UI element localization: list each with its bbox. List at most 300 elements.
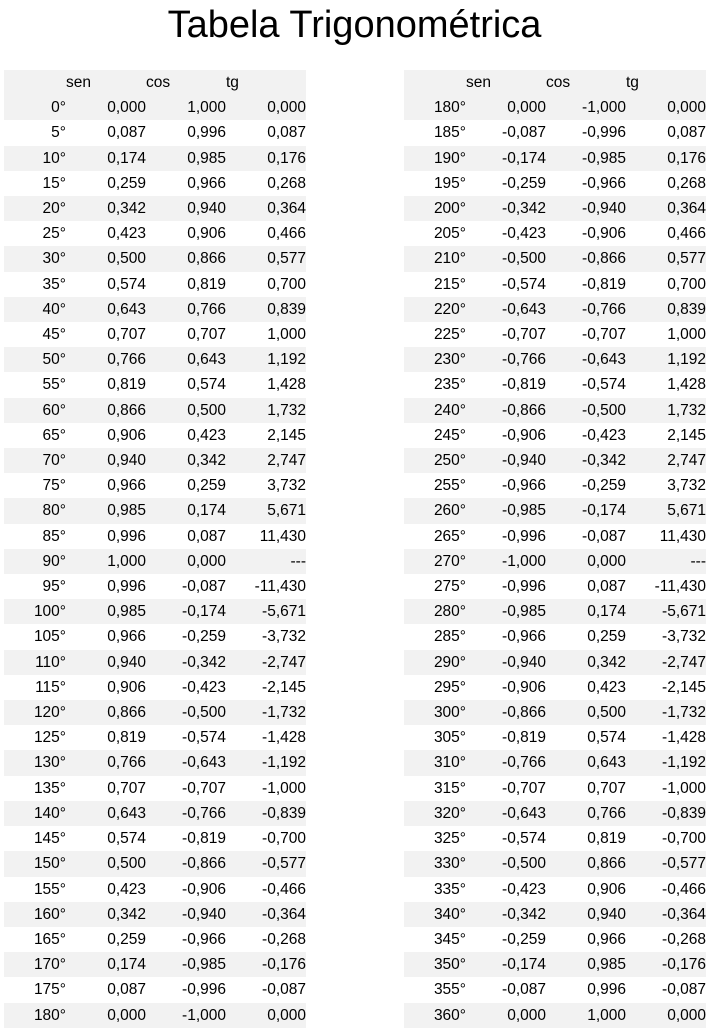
sen-cell: -0,996 [502,578,546,596]
sen-cell: 0,423 [107,880,146,898]
table-row [404,902,706,927]
table-row [4,675,306,700]
sen-cell: -0,423 [502,225,546,243]
sen-cell: 0,766 [107,351,146,369]
header-cos: cos [546,74,571,91]
angle-cell: 290° [433,653,466,671]
cos-cell: 0,966 [187,174,226,192]
cos-cell: -1,000 [582,99,626,117]
sen-cell: 0,996 [107,527,146,545]
header-tg: tg [226,74,239,91]
tg-cell: 0,268 [667,174,706,192]
angle-cell: 235° [433,376,466,394]
sen-cell: -0,866 [502,401,546,419]
sen-cell: 0,342 [107,200,146,218]
tg-cell: -0,466 [662,880,706,898]
sen-cell: -0,087 [502,124,546,142]
cos-cell: -0,342 [582,452,626,470]
cos-cell: -0,966 [582,174,626,192]
angle-cell: 330° [433,855,466,873]
table-row [4,700,306,725]
sen-cell: 0,707 [107,326,146,344]
tg-cell: 0,000 [267,99,306,117]
tg-cell: --- [290,552,306,570]
sen-cell: -0,500 [502,250,546,268]
angle-cell: 40° [42,300,66,318]
sen-cell: 0,966 [107,628,146,646]
cos-cell: 0,500 [187,401,226,419]
cos-cell: -0,906 [182,880,226,898]
angle-cell: 130° [33,754,66,772]
cos-cell: -0,174 [582,502,626,520]
cos-cell: 0,866 [187,250,226,268]
table-row [404,851,706,876]
angle-cell: 115° [35,678,66,696]
tg-cell: -0,466 [262,880,306,898]
table-row [404,347,706,372]
tg-cell: 3,732 [667,477,706,495]
angle-cell: 230° [433,351,466,369]
tg-cell: 0,000 [667,99,706,117]
tg-cell: -0,087 [262,981,306,999]
angle-cell: 90° [42,552,66,570]
cos-cell: -0,940 [182,905,226,923]
angle-cell: 360° [433,1006,466,1024]
angle-cell: 320° [433,804,466,822]
table-row [404,146,706,171]
sen-cell: -0,766 [502,351,546,369]
sen-cell: -0,866 [502,704,546,722]
angle-cell: 80° [42,502,66,520]
angle-cell: 265° [433,527,466,545]
sen-cell: 0,643 [107,804,146,822]
tg-cell: -11,430 [254,578,306,596]
cos-cell: 0,000 [187,552,226,570]
sen-cell: 0,259 [107,930,146,948]
tg-cell: -0,700 [262,830,306,848]
cos-cell: 0,940 [187,200,226,218]
angle-cell: 135° [33,779,66,797]
angle-cell: 260° [433,502,466,520]
cos-cell: -1,000 [182,1006,226,1024]
cos-cell: -0,985 [182,956,226,974]
angle-cell: 5° [51,124,66,142]
tg-cell: -0,577 [662,855,706,873]
angle-cell: 10° [42,149,66,167]
table-row [404,977,706,1002]
angle-cell: 255° [433,477,466,495]
table-row [4,549,306,574]
cos-cell: -0,819 [182,830,226,848]
sen-cell: 0,259 [107,174,146,192]
tg-cell: -0,577 [262,855,306,873]
tg-cell: 0,839 [667,300,706,318]
tg-cell: 11,430 [659,527,706,545]
tg-cell: 0,364 [667,200,706,218]
tg-cell: 0,700 [267,275,306,293]
tg-cell: 5,671 [267,502,306,520]
cos-cell: 0,000 [587,552,626,570]
angle-cell: 55° [42,376,66,394]
table-row [404,650,706,675]
table-row [4,927,306,952]
angle-cell: 325° [433,830,466,848]
tg-cell: 1,428 [667,376,706,394]
cos-cell: 0,342 [187,452,226,470]
angle-cell: 355° [433,981,466,999]
table-row [4,725,306,750]
tg-cell: -0,176 [262,956,306,974]
angle-cell: 225° [433,326,466,344]
cos-cell: 0,423 [187,426,226,444]
sen-cell: 0,000 [107,1006,146,1024]
tg-cell: 0,577 [667,250,706,268]
cos-cell: 0,866 [587,855,626,873]
cos-cell: -0,766 [182,804,226,822]
cos-cell: 0,819 [187,275,226,293]
header-tg: tg [626,74,639,91]
table-row [404,700,706,725]
table-row [404,398,706,423]
cos-cell: 1,000 [187,99,226,117]
sen-cell: -0,259 [502,930,546,948]
table-row [404,952,706,977]
cos-cell: 0,500 [587,704,626,722]
table-row [4,347,306,372]
cos-cell: -0,966 [182,930,226,948]
cos-cell: -0,906 [582,225,626,243]
table-row [4,776,306,801]
angle-cell: 250° [433,452,466,470]
angle-cell: 270° [433,552,466,570]
cos-cell: 0,966 [587,930,626,948]
angle-cell: 100° [33,603,66,621]
sen-cell: -0,906 [502,426,546,444]
cos-cell: -0,423 [582,426,626,444]
angle-cell: 305° [433,729,466,747]
trig-table-0-180 [4,70,306,1028]
sen-cell: -0,259 [502,174,546,192]
cos-cell: -0,643 [582,351,626,369]
cos-cell: -0,259 [182,628,226,646]
angle-cell: 240° [433,401,466,419]
cos-cell: 0,906 [187,225,226,243]
sen-cell: 0,643 [107,300,146,318]
sen-cell: 0,574 [107,275,146,293]
table-row [4,902,306,927]
table-row [404,725,706,750]
cos-cell: 0,819 [587,830,626,848]
tg-cell: -1,000 [262,779,306,797]
table-row [404,448,706,473]
sen-cell: 0,174 [107,149,146,167]
angle-cell: 285° [433,628,466,646]
sen-cell: -0,966 [502,628,546,646]
table-row [4,221,306,246]
tg-cell: 2,145 [267,426,306,444]
sen-cell: 0,707 [107,779,146,797]
sen-cell: -0,766 [502,754,546,772]
sen-cell: 0,174 [107,956,146,974]
tg-cell: 2,747 [667,452,706,470]
sen-cell: -0,819 [502,729,546,747]
sen-cell: -1,000 [502,552,546,570]
table-row [4,448,306,473]
cos-cell: 0,985 [187,149,226,167]
sen-cell: -0,342 [502,905,546,923]
sen-cell: 0,819 [107,729,146,747]
table-row [404,599,706,624]
sen-cell: 0,940 [107,452,146,470]
cos-cell: 0,574 [187,376,226,394]
angle-cell: 150° [33,855,66,873]
table-row [4,423,306,448]
angle-cell: 185° [433,124,466,142]
cos-cell: -0,174 [182,603,226,621]
header-angle [404,70,466,95]
table-row [4,574,306,599]
tg-cell: -2,747 [262,653,306,671]
tg-cell: --- [690,552,706,570]
table-row [404,221,706,246]
tg-cell: -1,192 [662,754,706,772]
angle-cell: 25° [42,225,66,243]
table-row [404,171,706,196]
table-header-row [4,70,306,95]
sen-cell: 0,866 [107,704,146,722]
table-row [404,372,706,397]
angle-cell: 190° [433,149,466,167]
tg-cell: 0,839 [267,300,306,318]
angle-cell: 275° [433,578,466,596]
sen-cell: 0,500 [107,855,146,873]
table-row [4,398,306,423]
table-row [404,574,706,599]
table-row [404,120,706,145]
header-sen: sen [466,74,491,91]
sen-cell: -0,643 [502,300,546,318]
tg-cell: -0,087 [662,981,706,999]
tg-cell: 0,087 [667,124,706,142]
sen-cell: 0,000 [507,99,546,117]
sen-cell: 0,766 [107,754,146,772]
angle-cell: 310° [433,754,466,772]
sen-cell: -0,574 [502,830,546,848]
cos-cell: -0,574 [182,729,226,747]
tg-cell: 0,466 [667,225,706,243]
header-cos: cos [146,74,171,91]
header-angle [4,70,66,95]
tg-cell: -0,839 [662,804,706,822]
cos-cell: 0,087 [187,527,226,545]
table-row [404,95,706,120]
sen-cell: 0,985 [107,603,146,621]
cos-cell: -0,500 [182,704,226,722]
table-row [4,146,306,171]
tg-cell: 0,176 [667,149,706,167]
sen-cell: -0,996 [502,527,546,545]
tg-cell: -1,000 [662,779,706,797]
tg-cell: -1,428 [662,729,706,747]
angle-cell: 45° [42,326,66,344]
cos-cell: 0,087 [587,578,626,596]
cos-cell: -0,940 [582,200,626,218]
table-row [404,776,706,801]
cos-cell: -0,707 [182,779,226,797]
sen-cell: -0,819 [502,376,546,394]
table-row [4,977,306,1002]
angle-cell: 200° [433,200,466,218]
table-row [4,372,306,397]
sen-cell: -0,940 [502,452,546,470]
sen-cell: 0,500 [107,250,146,268]
angle-cell: 245° [433,426,466,444]
angle-cell: 110° [35,653,66,671]
table-row [4,120,306,145]
table-row [4,322,306,347]
tg-cell: -3,732 [262,628,306,646]
table-row [4,171,306,196]
cos-cell: -0,866 [182,855,226,873]
table-row [4,599,306,624]
sen-cell: 0,819 [107,376,146,394]
angle-cell: 0° [51,99,66,117]
sen-cell: -0,174 [502,956,546,974]
cos-cell: 0,174 [587,603,626,621]
tg-cell: -0,700 [662,830,706,848]
table-row [404,750,706,775]
tg-cell: -1,428 [262,729,306,747]
tg-cell: 1,732 [267,401,306,419]
sen-cell: 0,996 [107,578,146,596]
cos-cell: 0,940 [587,905,626,923]
tg-cell: 1,192 [267,351,306,369]
sen-cell: 0,906 [107,678,146,696]
table-row [404,498,706,523]
table-row [4,1003,306,1028]
sen-cell: 0,940 [107,653,146,671]
table-body [4,95,306,1028]
tg-cell: 2,145 [667,426,706,444]
table-row [404,877,706,902]
angle-cell: 340° [433,905,466,923]
cos-cell: 0,259 [187,477,226,495]
table-row [4,826,306,851]
cos-cell: 0,766 [187,300,226,318]
angle-cell: 105° [33,628,66,646]
sen-cell: 0,866 [107,401,146,419]
table-row [404,473,706,498]
tg-cell: -11,430 [654,578,706,596]
sen-cell: -0,643 [502,804,546,822]
cos-cell: 0,985 [587,956,626,974]
cos-cell: -0,500 [582,401,626,419]
sen-cell: 0,000 [507,1006,546,1024]
table-row [404,624,706,649]
tg-cell: 0,700 [667,275,706,293]
angle-cell: 180° [33,1006,66,1024]
cos-cell: 0,174 [187,502,226,520]
angle-cell: 125° [33,729,66,747]
table-row [404,826,706,851]
tg-cell: 11,430 [259,527,306,545]
tg-cell: 0,364 [267,200,306,218]
cos-cell: -0,087 [182,578,226,596]
cos-cell: 0,643 [587,754,626,772]
angle-cell: 20° [42,200,66,218]
angle-cell: 335° [433,880,466,898]
table-row [4,297,306,322]
table-row [404,423,706,448]
table-row [404,297,706,322]
table-row [4,801,306,826]
cos-cell: 0,643 [187,351,226,369]
angle-cell: 315° [433,779,466,797]
cos-cell: -0,574 [582,376,626,394]
angle-cell: 280° [433,603,466,621]
angle-cell: 155° [33,880,66,898]
table-row [404,272,706,297]
angle-cell: 205° [433,225,466,243]
table-row [4,877,306,902]
sen-cell: 0,574 [107,830,146,848]
tg-cell: 0,000 [267,1006,306,1024]
tg-cell: 0,466 [267,225,306,243]
angle-cell: 175° [33,981,66,999]
angle-cell: 75° [42,477,66,495]
angle-cell: 350° [433,956,466,974]
tg-cell: 5,671 [667,502,706,520]
sen-cell: -0,500 [502,855,546,873]
table-row [404,246,706,271]
tg-cell: -2,145 [262,678,306,696]
trig-table-180-360 [404,70,706,1028]
sen-cell: -0,966 [502,477,546,495]
cos-cell: 0,707 [587,779,626,797]
cos-cell: 0,996 [587,981,626,999]
tg-cell: -3,732 [662,628,706,646]
tg-cell: 3,732 [267,477,306,495]
sen-cell: -0,574 [502,275,546,293]
table-row [404,927,706,952]
header-sen: sen [66,74,91,91]
angle-cell: 215° [433,275,466,293]
angle-cell: 165° [33,930,66,948]
sen-cell: 0,087 [107,124,146,142]
tg-cell: -1,732 [662,704,706,722]
angle-cell: 195° [433,174,466,192]
sen-cell: -0,423 [502,880,546,898]
cos-cell: -0,996 [582,124,626,142]
cos-cell: -0,996 [182,981,226,999]
table-row [4,952,306,977]
angle-cell: 180° [433,99,466,117]
angle-cell: 65° [42,426,66,444]
table-row [4,246,306,271]
angle-cell: 95° [42,578,66,596]
tg-cell: -0,268 [262,930,306,948]
angle-cell: 210° [433,250,466,268]
table-row [404,675,706,700]
table-row [404,801,706,826]
angle-cell: 160° [33,905,66,923]
tg-cell: -0,364 [262,905,306,923]
cos-cell: -0,819 [582,275,626,293]
cos-cell: 0,574 [587,729,626,747]
table-row [4,851,306,876]
tg-cell: 1,192 [667,351,706,369]
angle-cell: 295° [433,678,466,696]
